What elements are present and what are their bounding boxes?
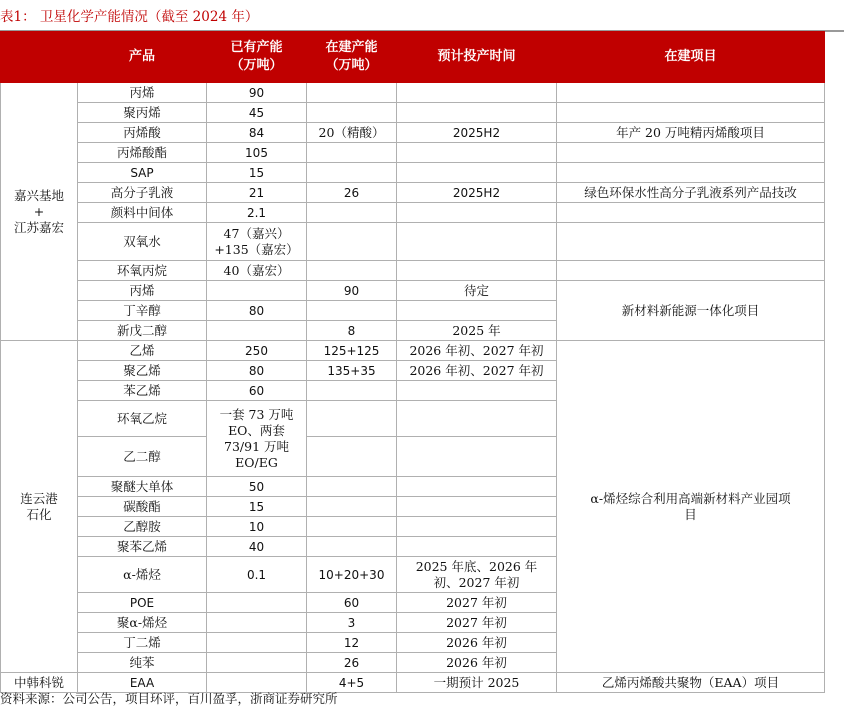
cell-product: 丙烯酸酯 bbox=[78, 143, 207, 163]
cell-product: 聚醚大单体 bbox=[78, 477, 207, 497]
cell-schedule bbox=[397, 517, 557, 537]
cell-building: 90 bbox=[307, 281, 397, 301]
cell-capacity: 0.1 bbox=[207, 557, 307, 593]
cell-schedule: 2025H2 bbox=[397, 183, 557, 203]
cell-building: 60 bbox=[307, 593, 397, 613]
cell-schedule bbox=[397, 537, 557, 557]
cell-capacity: 10 bbox=[207, 517, 307, 537]
cell-product: 乙醇胺 bbox=[78, 517, 207, 537]
cell-building bbox=[307, 497, 397, 517]
cell-building: 4+5 bbox=[307, 673, 397, 693]
cell-product: 颜料中间体 bbox=[78, 203, 207, 223]
cell-schedule bbox=[397, 163, 557, 183]
base-zhonghan: 中韩科锐 bbox=[1, 673, 78, 693]
header-building: 在建产能 （万吨） bbox=[307, 32, 397, 83]
cell-capacity bbox=[207, 653, 307, 673]
cell-capacity: 60 bbox=[207, 381, 307, 401]
cell-schedule: 2025 年底、2026 年 初、2027 年初 bbox=[397, 557, 557, 593]
cell-product: 双氧水 bbox=[78, 223, 207, 261]
cell-building bbox=[307, 437, 397, 477]
cell-building bbox=[307, 223, 397, 261]
cell-capacity: 2.1 bbox=[207, 203, 307, 223]
cell-capacity: 15 bbox=[207, 497, 307, 517]
header-product: 产品 bbox=[78, 32, 207, 83]
cell-schedule bbox=[397, 223, 557, 261]
cell-schedule: 2026 年初、2027 年初 bbox=[397, 341, 557, 361]
cell-product: 环氧乙烷 bbox=[78, 401, 207, 437]
cell-schedule bbox=[397, 83, 557, 103]
cell-project bbox=[557, 223, 825, 261]
cell-capacity: 21 bbox=[207, 183, 307, 203]
cell-building bbox=[307, 537, 397, 557]
cell-schedule bbox=[397, 301, 557, 321]
cell-capacity: 84 bbox=[207, 123, 307, 143]
cell-schedule bbox=[397, 401, 557, 437]
cell-product: 丁二烯 bbox=[78, 633, 207, 653]
source-note: 资料来源：公司公告，项目环评，百川盈孚，浙商证券研究所 bbox=[0, 691, 338, 706]
cell-project bbox=[557, 203, 825, 223]
cell-schedule: 待定 bbox=[397, 281, 557, 301]
table-caption: 表1： 卫星化学产能情况（截至 2024 年） bbox=[0, 9, 259, 25]
header-capacity: 已有产能 （万吨） bbox=[207, 32, 307, 83]
cell-product: 聚丙烯 bbox=[78, 103, 207, 123]
cell-product: 高分子乳液 bbox=[78, 183, 207, 203]
cell-building: 12 bbox=[307, 633, 397, 653]
cell-schedule bbox=[397, 497, 557, 517]
cell-capacity bbox=[207, 281, 307, 301]
cell-schedule bbox=[397, 103, 557, 123]
cell-product: EAA bbox=[78, 673, 207, 693]
cell-schedule bbox=[397, 261, 557, 281]
cell-schedule: 2027 年初 bbox=[397, 593, 557, 613]
cell-product: 丙烯 bbox=[78, 83, 207, 103]
cell-building: 3 bbox=[307, 613, 397, 633]
base-jiaxing: 嘉兴基地 + 江苏嘉宏 bbox=[1, 83, 78, 341]
table-row bbox=[1, 183, 825, 203]
cell-schedule: 2027 年初 bbox=[397, 613, 557, 633]
cell-building: 125+125 bbox=[307, 341, 397, 361]
cell-project: 绿色环保水性高分子乳液系列产品技改 bbox=[557, 183, 825, 203]
cell-product: 乙烯 bbox=[78, 341, 207, 361]
cell-building bbox=[307, 83, 397, 103]
table-row bbox=[1, 223, 825, 261]
cell-product: POE bbox=[78, 593, 207, 613]
header-schedule: 预计投产时间 bbox=[397, 32, 557, 83]
cell-capacity: 90 bbox=[207, 83, 307, 103]
table-row bbox=[1, 83, 825, 103]
cell-product: 聚苯乙烯 bbox=[78, 537, 207, 557]
cell-project bbox=[557, 163, 825, 183]
cell-building: 135+35 bbox=[307, 361, 397, 381]
cell-capacity: 50 bbox=[207, 477, 307, 497]
cell-project: 新材料新能源一体化项目 bbox=[557, 281, 825, 341]
cell-product: 丙烯酸 bbox=[78, 123, 207, 143]
cell-building: 8 bbox=[307, 321, 397, 341]
right-rule bbox=[824, 31, 844, 32]
table-row bbox=[1, 163, 825, 183]
table-row bbox=[1, 203, 825, 223]
cell-capacity: 45 bbox=[207, 103, 307, 123]
cell-product: 丁辛醇 bbox=[78, 301, 207, 321]
cell-capacity bbox=[207, 633, 307, 653]
cell-capacity: 47（嘉兴） +135（嘉宏） bbox=[207, 223, 307, 261]
base-lianyungang: 连云港 石化 bbox=[1, 341, 78, 673]
header-project: 在建项目 bbox=[557, 32, 825, 83]
cell-building: 10+20+30 bbox=[307, 557, 397, 593]
cell-building bbox=[307, 143, 397, 163]
cell-building bbox=[307, 163, 397, 183]
cell-schedule bbox=[397, 143, 557, 163]
cell-schedule: 2026 年初、2027 年初 bbox=[397, 361, 557, 381]
cell-building: 20（精酸） bbox=[307, 123, 397, 143]
cell-product: 苯乙烯 bbox=[78, 381, 207, 401]
cell-building bbox=[307, 401, 397, 437]
cell-schedule: 2025 年 bbox=[397, 321, 557, 341]
cell-project: 年产 20 万吨精丙烯酸项目 bbox=[557, 123, 825, 143]
cell-building: 26 bbox=[307, 183, 397, 203]
table-row bbox=[1, 281, 825, 301]
cell-schedule: 2026 年初 bbox=[397, 633, 557, 653]
cell-product: 丙烯 bbox=[78, 281, 207, 301]
cell-building bbox=[307, 381, 397, 401]
table-row bbox=[1, 261, 825, 281]
cell-product: α-烯烃 bbox=[78, 557, 207, 593]
cell-capacity: 80 bbox=[207, 301, 307, 321]
header-base bbox=[1, 32, 78, 83]
cell-project bbox=[557, 83, 825, 103]
cell-product: 聚α-烯烃 bbox=[78, 613, 207, 633]
cell-building bbox=[307, 203, 397, 223]
cell-product: 环氧丙烷 bbox=[78, 261, 207, 281]
cell-building bbox=[307, 261, 397, 281]
cell-product: 聚乙烯 bbox=[78, 361, 207, 381]
cell-schedule bbox=[397, 477, 557, 497]
cell-project bbox=[557, 143, 825, 163]
table-row bbox=[1, 143, 825, 163]
cell-product: 碳酸酯 bbox=[78, 497, 207, 517]
table-row bbox=[1, 123, 825, 143]
cell-schedule bbox=[397, 437, 557, 477]
cell-building bbox=[307, 103, 397, 123]
cell-capacity bbox=[207, 613, 307, 633]
cell-capacity: 40（嘉宏） bbox=[207, 261, 307, 281]
cell-building bbox=[307, 517, 397, 537]
cell-capacity bbox=[207, 321, 307, 341]
cell-project: 乙烯丙烯酸共聚物（EAA）项目 bbox=[557, 673, 825, 693]
cell-schedule: 2025H2 bbox=[397, 123, 557, 143]
cell-schedule bbox=[397, 381, 557, 401]
cell-capacity: 15 bbox=[207, 163, 307, 183]
cell-schedule bbox=[397, 203, 557, 223]
cell-project bbox=[557, 103, 825, 123]
cell-product: SAP bbox=[78, 163, 207, 183]
capacity-table bbox=[0, 31, 825, 693]
cell-building: 26 bbox=[307, 653, 397, 673]
cell-project bbox=[557, 261, 825, 281]
cell-capacity: 一套 73 万吨 EO、两套 73/91 万吨 EO/EG bbox=[207, 401, 307, 477]
table-row bbox=[1, 103, 825, 123]
cell-capacity: 40 bbox=[207, 537, 307, 557]
cell-capacity bbox=[207, 593, 307, 613]
cell-building bbox=[307, 301, 397, 321]
cell-product: 纯苯 bbox=[78, 653, 207, 673]
header-row bbox=[1, 32, 825, 83]
cell-capacity: 80 bbox=[207, 361, 307, 381]
cell-capacity: 250 bbox=[207, 341, 307, 361]
cell-schedule: 2026 年初 bbox=[397, 653, 557, 673]
cell-schedule: 一期预计 2025 bbox=[397, 673, 557, 693]
cell-building bbox=[307, 477, 397, 497]
cell-project: α-烯烃综合利用高端新材料产业园项 目 bbox=[557, 341, 825, 673]
cell-product: 乙二醇 bbox=[78, 437, 207, 477]
cell-product: 新戊二醇 bbox=[78, 321, 207, 341]
table-row bbox=[1, 341, 825, 361]
cell-capacity: 105 bbox=[207, 143, 307, 163]
